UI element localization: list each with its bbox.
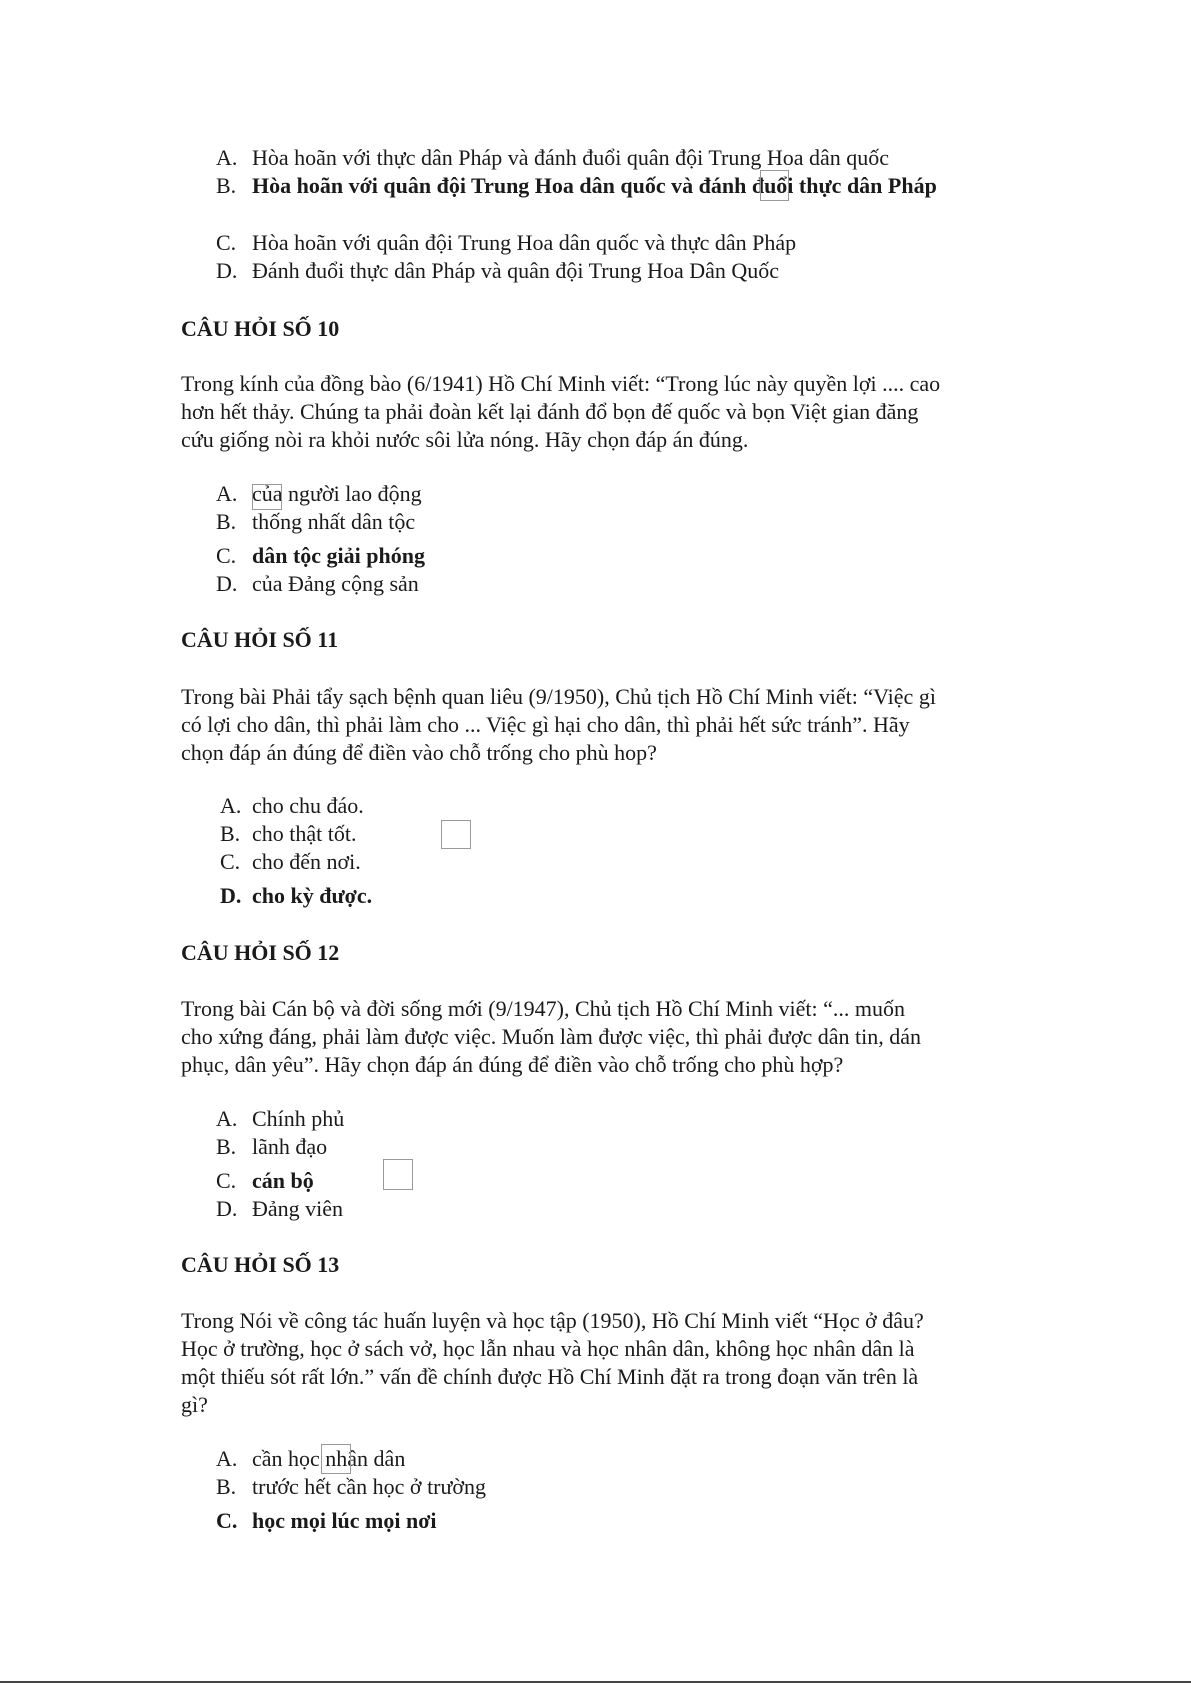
option-letter: B. [216,1474,237,1499]
option-letter: C. [216,1168,237,1193]
q12-option-c-correct [216,1168,314,1194]
question-line: chọn đáp án đúng để điền vào chỗ trống cho phù hop? [181,740,657,765]
question-line: hơn hết thảy. Chúng ta phải đoàn kết lại đánh đổ bọn đế quốc và bọn Việt gian đăng [181,399,919,424]
q12-option-b [216,1134,327,1160]
option-letter: B. [216,509,237,534]
option-text: Chính phủ [252,1106,345,1131]
option-text: Hòa hoãn với quân đội Trung Hoa dân quốc và đánh đuổi thực dân Pháp [252,173,937,198]
q13-option-b [216,1474,486,1500]
q11-option-c [220,849,361,875]
option-letter: B. [216,1134,237,1159]
q10-option-c-correct [216,543,425,569]
q13-option-c-correct [216,1508,437,1534]
page-bottom-divider [0,1681,1191,1683]
option-text: cho chu đáo. [252,793,364,818]
question-13-heading: CÂU HỎI SỐ 13 [181,1252,340,1277]
option-text: Đánh đuổi thực dân Pháp và quân đội Trung Hoa Dân Quốc [252,258,780,283]
option-letter: C. [216,230,237,255]
option-text: thống nhất dân tộc [252,509,416,534]
option-letter: C. [216,1508,238,1533]
option-letter: A. [216,145,238,170]
selection-box [383,1159,413,1190]
selection-box [441,820,471,849]
question-10-heading: CÂU HỎI SỐ 10 [181,316,340,341]
question-line: Trong bài Phải tẩy sạch bệnh quan liêu (9/1950), Chủ tịch Hồ Chí Minh viết: “Việc gì [181,684,936,709]
option-text: cho đến nơi. [252,849,361,874]
selection-box [321,1444,351,1474]
selection-box [760,170,789,201]
option-letter: B. [220,821,241,846]
q9-option-c [216,230,796,256]
question-line: có lợi cho dân, thì phải làm cho ... Việc gì hại cho dân, thì phải hết sức tránh”. Hãy [181,712,910,737]
q11-option-a [220,793,364,819]
question-line: một thiếu sót rất lớn.” vấn đề chính được Hồ Chí Minh đặt ra trong đoạn văn trên là [181,1364,919,1389]
option-text: của người lao động [252,481,422,506]
option-text: cho thật tốt. [252,821,357,846]
option-letter: D. [220,883,242,908]
option-letter: A. [216,1106,238,1131]
option-letter: C. [220,849,241,874]
question-line: Trong Nói về công tác huấn luyện và học tập (1950), Hồ Chí Minh viết “Học ở đâu? [181,1308,924,1333]
option-text: Đảng viên [252,1196,344,1221]
q9-option-d [216,258,779,284]
q12-option-a [216,1106,344,1132]
question-line: phục, dân yêu”. Hãy chọn đáp án đúng để điền vào chỗ trống cho phù hợp? [181,1052,844,1077]
q10-option-a [216,481,422,507]
q12-option-d [216,1196,343,1222]
option-letter: B. [216,173,237,198]
option-text: của Đảng cộng sản [252,571,419,596]
option-text: trước hết cần học ở trường [252,1474,487,1499]
q11-option-b [220,821,356,847]
option-text: cần học nhân dân [252,1446,406,1471]
question-13-text [181,1307,1021,1419]
option-letter: A. [216,1446,238,1471]
question-line: Học ở trường, học ở sách vở, học lẫn nhau và học nhân dân, không học nhân dân là [181,1336,915,1361]
selection-box [252,484,282,510]
question-line: Trong bài Cán bộ và đời sống mới (9/1947), Chủ tịch Hồ Chí Minh viết: “... muốn [181,996,905,1021]
option-text: lãnh đạo [252,1134,328,1159]
q13-option-a [216,1446,405,1472]
option-letter: A. [220,793,242,818]
question-12-heading: CÂU HỎI SỐ 12 [181,940,340,965]
question-10-text [181,370,1021,454]
option-letter: C. [216,543,237,568]
question-line: cứu giống nòi ra khỏi nước sôi lửa nóng. Hãy chọn đáp án đúng. [181,427,749,452]
option-text: Hòa hoãn với quân đội Trung Hoa dân quốc và thực dân Pháp [252,230,797,255]
q9-option-a [216,145,889,171]
option-letter: D. [216,571,238,596]
question-line: Trong kính của đồng bào (6/1941) Hồ Chí Minh viết: “Trong lúc này quyền lợi .... cao [181,371,941,396]
option-text: cán bộ [252,1168,314,1193]
question-11-text [181,683,1021,767]
option-text: Hòa hoãn với thực dân Pháp và đánh đuổi quân đội Trung Hoa dân quốc [252,145,890,170]
q11-option-d-correct [220,883,372,909]
option-text: dân tộc giải phóng [252,543,425,568]
question-line: gì? [181,1392,208,1417]
option-letter: D. [216,1196,238,1221]
question-line: cho xứng đáng, phải làm được việc. Muốn làm được việc, thì phải được dân tin, dán [181,1024,921,1049]
option-text: học mọi lúc mọi nơi [252,1508,437,1533]
question-12-text [181,995,1021,1079]
option-text: cho kỳ được. [252,883,373,908]
option-letter: D. [216,258,238,283]
q10-option-d [216,571,419,597]
option-letter: A. [216,481,238,506]
q9-option-b-correct [216,173,937,199]
q10-option-b [216,509,415,535]
question-11-heading: CÂU HỎI SỐ 11 [181,627,339,652]
